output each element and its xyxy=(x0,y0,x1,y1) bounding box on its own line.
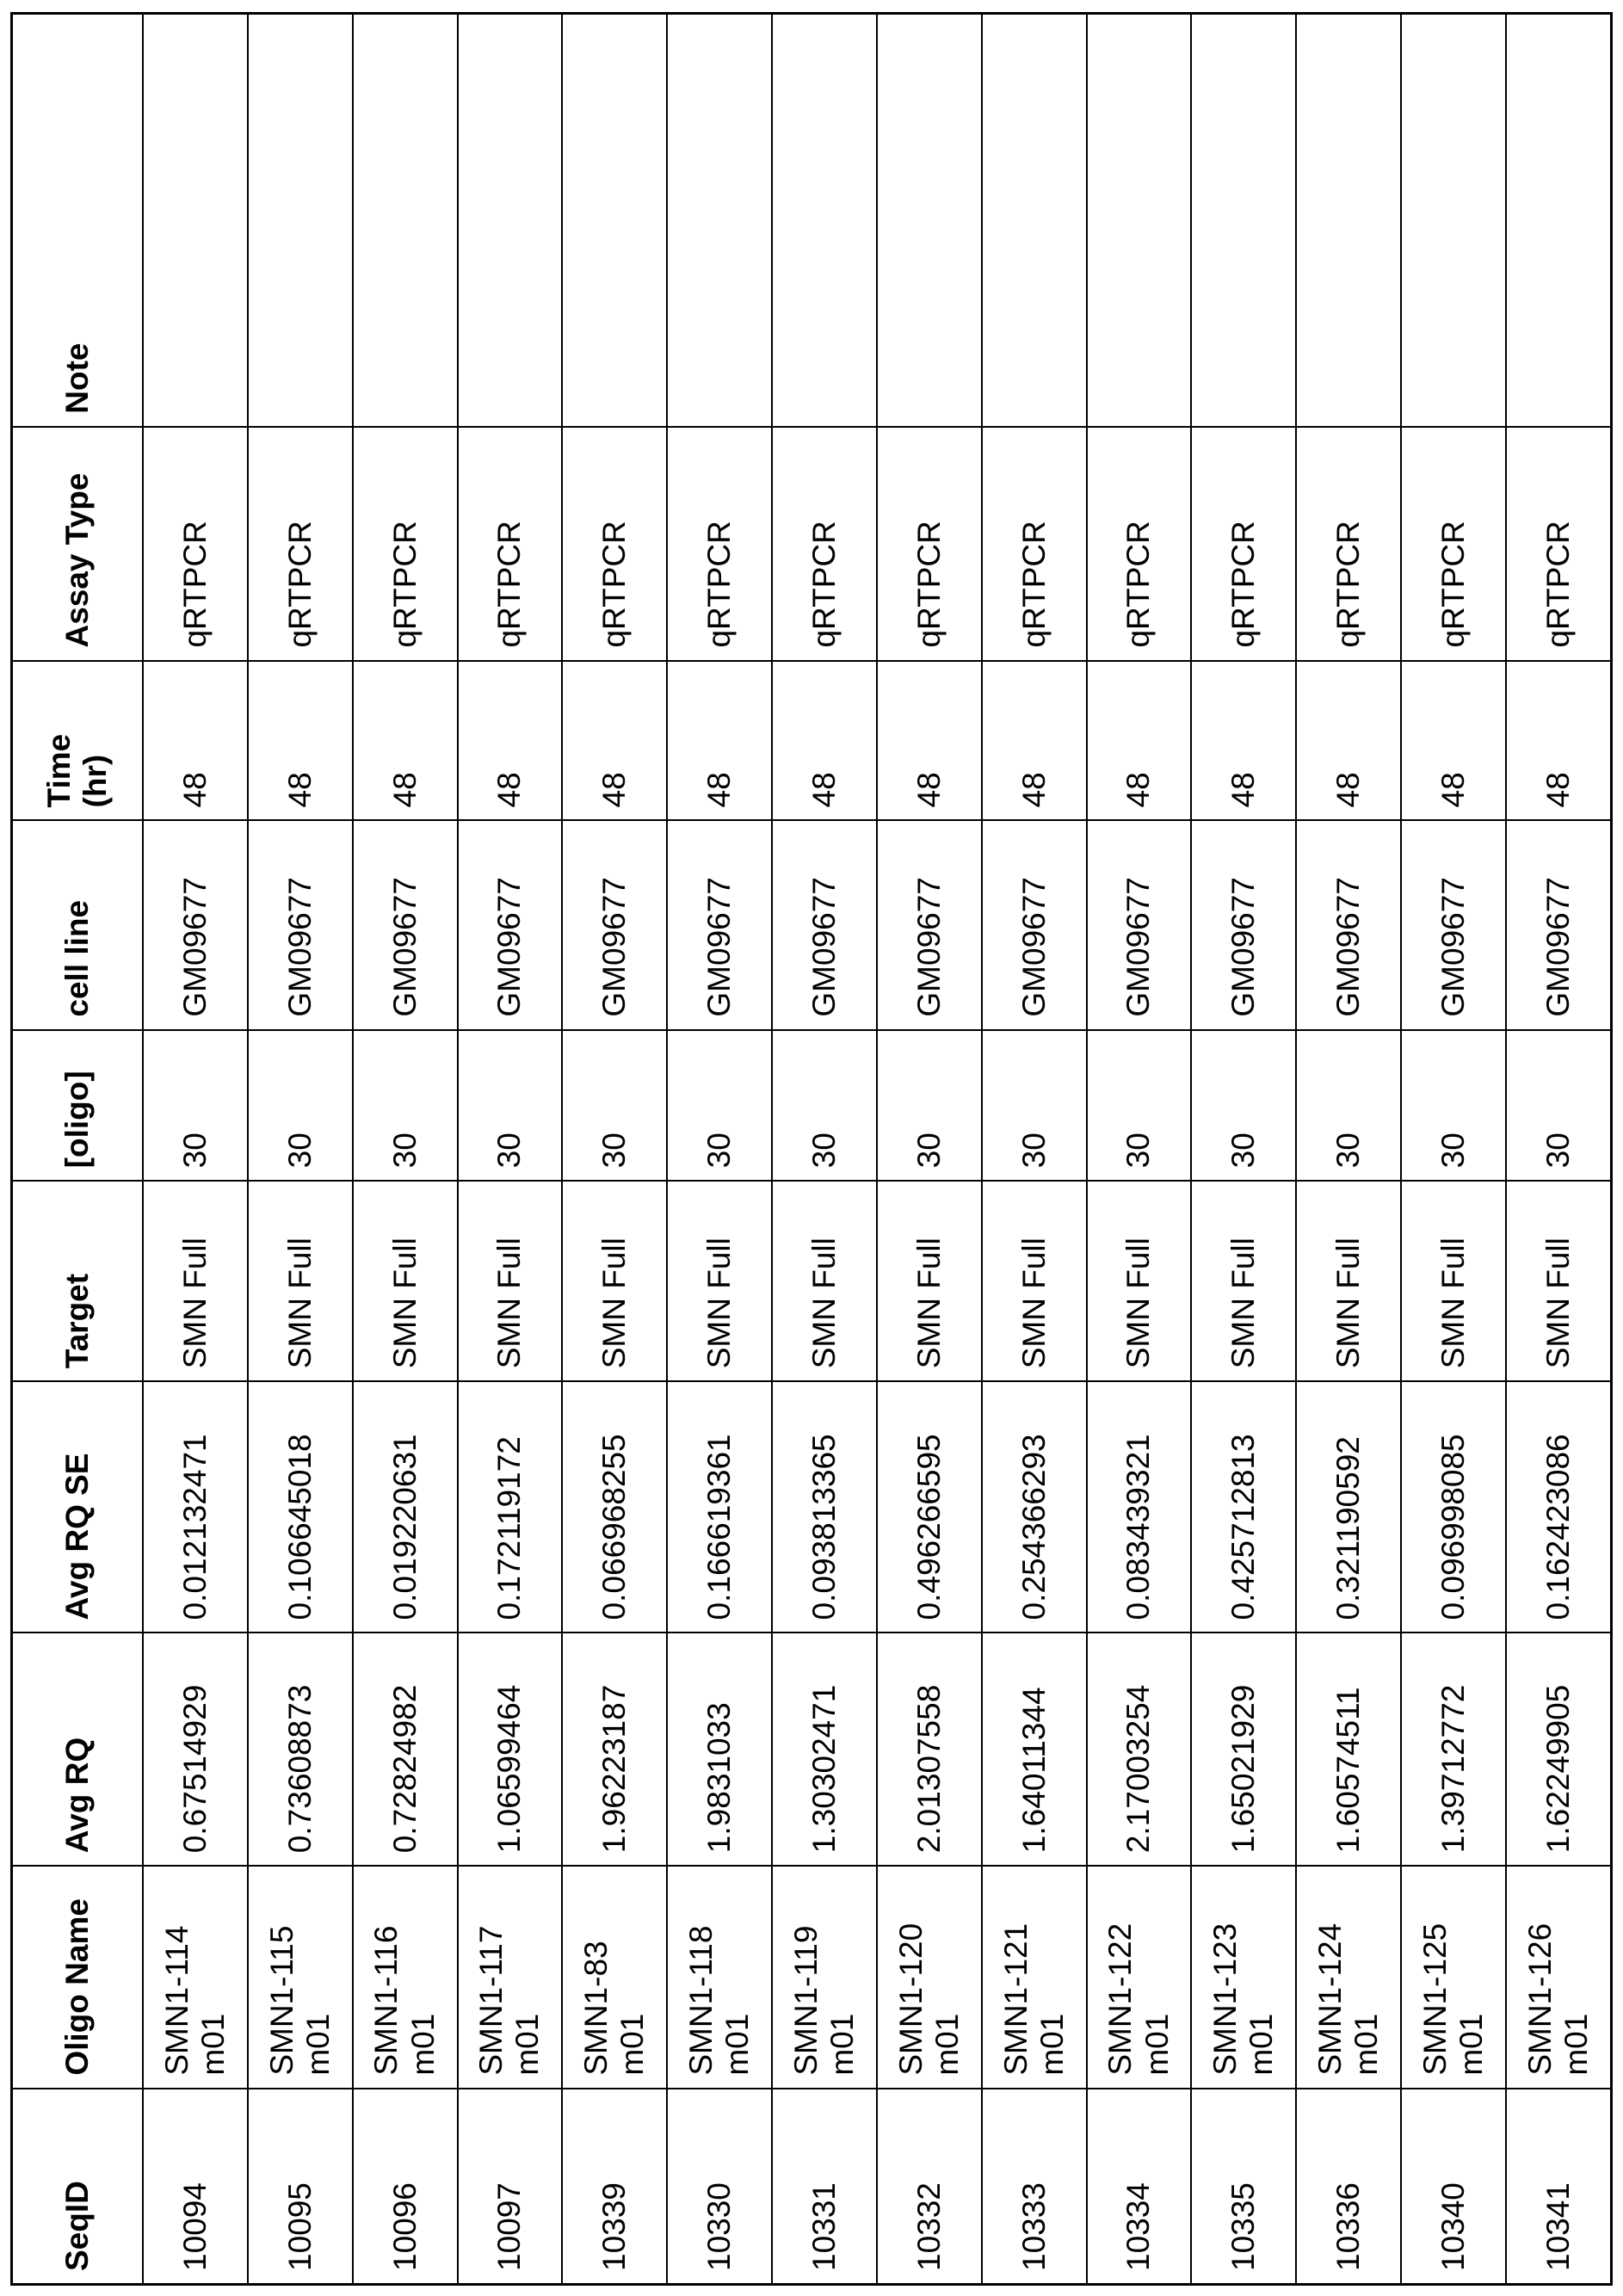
cell-time_hr: 48 xyxy=(1087,661,1192,821)
cell-seqid: 10339 xyxy=(562,2089,667,2285)
cell-avg_rq_se: 0.321190592 xyxy=(1296,1381,1401,1633)
cell-oligo_c: 30 xyxy=(1296,1030,1401,1182)
cell-assay: qRTPCR xyxy=(1401,427,1506,661)
cell-assay: qRTPCR xyxy=(667,427,772,661)
cell-avg_rq: 1.39712772 xyxy=(1401,1633,1506,1866)
cell-cell_line: GM09677 xyxy=(458,820,563,1029)
cell-seqid: 10334 xyxy=(1087,2089,1192,2285)
cell-seqid: 10332 xyxy=(877,2089,982,2285)
cell-oligo_c: 30 xyxy=(1191,1030,1296,1182)
cell-assay: qRTPCR xyxy=(772,427,877,661)
cell-cell_line: GM09677 xyxy=(667,820,772,1029)
column-header-avg_rq: Avg RQ xyxy=(12,1633,144,1866)
cell-target: SMN Full xyxy=(248,1181,353,1381)
cell-oligo: SMN1-119 m01 xyxy=(772,1866,877,2088)
column-header-avg_rq_se: Avg RQ SE xyxy=(12,1381,144,1633)
cell-avg_rq_se: 0.166619361 xyxy=(667,1381,772,1633)
cell-time_hr: 48 xyxy=(1191,661,1296,821)
cell-oligo_c: 30 xyxy=(982,1030,1087,1182)
table-header xyxy=(12,14,144,2285)
cell-time_hr: 48 xyxy=(772,661,877,821)
cell-time_hr: 48 xyxy=(143,661,248,821)
cell-avg_rq: 1.65021929 xyxy=(1191,1633,1296,1866)
cell-time_hr: 48 xyxy=(458,661,563,821)
cell-assay: qRTPCR xyxy=(458,427,563,661)
cell-target: SMN Full xyxy=(1401,1181,1506,1381)
cell-note xyxy=(1191,14,1296,427)
cell-avg_rq: 0.72824982 xyxy=(353,1633,458,1866)
cell-avg_rq_se: 0.162423086 xyxy=(1506,1381,1612,1633)
cell-time_hr: 48 xyxy=(667,661,772,821)
cell-target: SMN Full xyxy=(877,1181,982,1381)
table-row xyxy=(248,14,353,2285)
cell-time_hr: 48 xyxy=(353,661,458,821)
table-row xyxy=(143,14,248,2285)
cell-note xyxy=(772,14,877,427)
cell-target: SMN Full xyxy=(143,1181,248,1381)
cell-oligo_c: 30 xyxy=(1087,1030,1192,1182)
table-row xyxy=(1087,14,1192,2285)
cell-seqid: 10333 xyxy=(982,2089,1087,2285)
cell-avg_rq: 1.96223187 xyxy=(562,1633,667,1866)
cell-avg_rq: 1.64011344 xyxy=(982,1633,1087,1866)
cell-oligo: SMN1-117 m01 xyxy=(458,1866,563,2088)
column-header-assay: Assay Type xyxy=(12,427,144,661)
cell-cell_line: GM09677 xyxy=(1401,820,1506,1029)
cell-time_hr: 48 xyxy=(1506,661,1612,821)
cell-avg_rq: 2.01307558 xyxy=(877,1633,982,1866)
cell-avg_rq_se: 0.066968255 xyxy=(562,1381,667,1633)
cell-avg_rq_se: 0.106645018 xyxy=(248,1381,353,1633)
cell-assay: qRTPCR xyxy=(1296,427,1401,661)
cell-cell_line: GM09677 xyxy=(1191,820,1296,1029)
cell-time_hr: 48 xyxy=(248,661,353,821)
cell-time_hr: 48 xyxy=(982,661,1087,821)
cell-assay: qRTPCR xyxy=(562,427,667,661)
cell-cell_line: GM09677 xyxy=(1506,820,1612,1029)
cell-target: SMN Full xyxy=(562,1181,667,1381)
cell-cell_line: GM09677 xyxy=(562,820,667,1029)
cell-avg_rq: 2.17003254 xyxy=(1087,1633,1192,1866)
table-body xyxy=(143,14,1612,2285)
column-header-target: Target xyxy=(12,1181,144,1381)
cell-assay: qRTPCR xyxy=(1087,427,1192,661)
cell-assay: qRTPCR xyxy=(353,427,458,661)
cell-cell_line: GM09677 xyxy=(1296,820,1401,1029)
cell-target: SMN Full xyxy=(667,1181,772,1381)
cell-cell_line: GM09677 xyxy=(1087,820,1192,1029)
cell-avg_rq_se: 0.496266595 xyxy=(877,1381,982,1633)
cell-target: SMN Full xyxy=(1506,1181,1612,1381)
cell-oligo_c: 30 xyxy=(562,1030,667,1182)
cell-seqid: 10330 xyxy=(667,2089,772,2285)
cell-oligo_c: 30 xyxy=(1401,1030,1506,1182)
cell-cell_line: GM09677 xyxy=(353,820,458,1029)
table-header-row xyxy=(12,14,144,2285)
cell-seqid: 10331 xyxy=(772,2089,877,2285)
cell-seqid: 10094 xyxy=(143,2089,248,2285)
assay-results-table xyxy=(10,12,1613,2286)
cell-cell_line: GM09677 xyxy=(248,820,353,1029)
cell-note xyxy=(1401,14,1506,427)
cell-avg_rq: 1.30302471 xyxy=(772,1633,877,1866)
cell-seqid: 10340 xyxy=(1401,2089,1506,2285)
cell-seqid: 10096 xyxy=(353,2089,458,2285)
cell-oligo: SMN1-124 m01 xyxy=(1296,1866,1401,2088)
cell-target: SMN Full xyxy=(772,1181,877,1381)
cell-oligo_c: 30 xyxy=(458,1030,563,1182)
cell-avg_rq: 0.67514929 xyxy=(143,1633,248,1866)
column-header-seqid: SeqID xyxy=(12,2089,144,2285)
cell-target: SMN Full xyxy=(458,1181,563,1381)
table-row xyxy=(772,14,877,2285)
cell-target: SMN Full xyxy=(1087,1181,1192,1381)
cell-cell_line: GM09677 xyxy=(143,820,248,1029)
cell-cell_line: GM09677 xyxy=(877,820,982,1029)
table-row xyxy=(1506,14,1612,2285)
cell-oligo_c: 30 xyxy=(877,1030,982,1182)
cell-avg_rq_se: 0.096998085 xyxy=(1401,1381,1506,1633)
cell-oligo_c: 30 xyxy=(143,1030,248,1182)
cell-avg_rq: 1.62249905 xyxy=(1506,1633,1612,1866)
cell-avg_rq_se: 0.425712813 xyxy=(1191,1381,1296,1633)
table-row xyxy=(877,14,982,2285)
cell-assay: qRTPCR xyxy=(248,427,353,661)
cell-note xyxy=(1087,14,1192,427)
cell-seqid: 10341 xyxy=(1506,2089,1612,2285)
cell-target: SMN Full xyxy=(353,1181,458,1381)
column-header-oligo: Oligo Name xyxy=(12,1866,144,2088)
cell-oligo: SMN1-125 m01 xyxy=(1401,1866,1506,2088)
cell-oligo: SMN1-120 m01 xyxy=(877,1866,982,2088)
cell-target: SMN Full xyxy=(1191,1181,1296,1381)
table-row xyxy=(562,14,667,2285)
cell-note xyxy=(1506,14,1612,427)
table-row xyxy=(1401,14,1506,2285)
cell-avg_rq_se: 0.012132471 xyxy=(143,1381,248,1633)
cell-oligo: SMN1-123 m01 xyxy=(1191,1866,1296,2088)
cell-avg_rq_se: 0.172119172 xyxy=(458,1381,563,1633)
cell-avg_rq: 1.9831033 xyxy=(667,1633,772,1866)
cell-note xyxy=(562,14,667,427)
table-row xyxy=(1296,14,1401,2285)
table-row xyxy=(458,14,563,2285)
column-header-note: Note xyxy=(12,14,144,427)
cell-oligo_c: 30 xyxy=(772,1030,877,1182)
cell-note xyxy=(982,14,1087,427)
cell-avg_rq: 1.06599464 xyxy=(458,1633,563,1866)
cell-avg_rq_se: 0.019220631 xyxy=(353,1381,458,1633)
cell-seqid: 10336 xyxy=(1296,2089,1401,2285)
cell-assay: qRTPCR xyxy=(143,427,248,661)
cell-avg_rq_se: 0.093813365 xyxy=(772,1381,877,1633)
cell-oligo: SMN1-122 m01 xyxy=(1087,1866,1192,2088)
cell-note xyxy=(458,14,563,427)
cell-oligo: SMN1-126 m01 xyxy=(1506,1866,1612,2088)
cell-note xyxy=(248,14,353,427)
cell-seqid: 10097 xyxy=(458,2089,563,2285)
cell-oligo: SMN1-83 m01 xyxy=(562,1866,667,2088)
cell-oligo_c: 30 xyxy=(1506,1030,1612,1182)
cell-note xyxy=(353,14,458,427)
cell-assay: qRTPCR xyxy=(1506,427,1612,661)
column-header-time_hr: Time (hr) xyxy=(12,661,144,821)
table-row xyxy=(1191,14,1296,2285)
cell-avg_rq_se: 0.083439321 xyxy=(1087,1381,1192,1633)
table-row xyxy=(353,14,458,2285)
cell-cell_line: GM09677 xyxy=(982,820,1087,1029)
cell-time_hr: 48 xyxy=(562,661,667,821)
cell-oligo_c: 30 xyxy=(667,1030,772,1182)
column-header-oligo_c: [oligo] xyxy=(12,1030,144,1182)
cell-time_hr: 48 xyxy=(1401,661,1506,821)
cell-target: SMN Full xyxy=(1296,1181,1401,1381)
cell-oligo: SMN1-115 m01 xyxy=(248,1866,353,2088)
cell-oligo_c: 30 xyxy=(248,1030,353,1182)
cell-note xyxy=(877,14,982,427)
cell-avg_rq: 0.73608873 xyxy=(248,1633,353,1866)
table-row xyxy=(667,14,772,2285)
cell-time_hr: 48 xyxy=(1296,661,1401,821)
cell-seqid: 10095 xyxy=(248,2089,353,2285)
cell-oligo_c: 30 xyxy=(353,1030,458,1182)
cell-note xyxy=(143,14,248,427)
cell-note xyxy=(1296,14,1401,427)
cell-assay: qRTPCR xyxy=(982,427,1087,661)
cell-note xyxy=(667,14,772,427)
cell-oligo: SMN1-114 m01 xyxy=(143,1866,248,2088)
cell-assay: qRTPCR xyxy=(877,427,982,661)
cell-seqid: 10335 xyxy=(1191,2089,1296,2285)
cell-avg_rq: 1.60574511 xyxy=(1296,1633,1401,1866)
cell-cell_line: GM09677 xyxy=(772,820,877,1029)
cell-avg_rq_se: 0.254366293 xyxy=(982,1381,1087,1633)
cell-oligo: SMN1-121 m01 xyxy=(982,1866,1087,2088)
cell-oligo: SMN1-116 m01 xyxy=(353,1866,458,2088)
column-header-cell_line: cell line xyxy=(12,820,144,1029)
cell-time_hr: 48 xyxy=(877,661,982,821)
table-row xyxy=(982,14,1087,2285)
cell-target: SMN Full xyxy=(982,1181,1087,1381)
cell-oligo: SMN1-118 m01 xyxy=(667,1866,772,2088)
cell-assay: qRTPCR xyxy=(1191,427,1296,661)
